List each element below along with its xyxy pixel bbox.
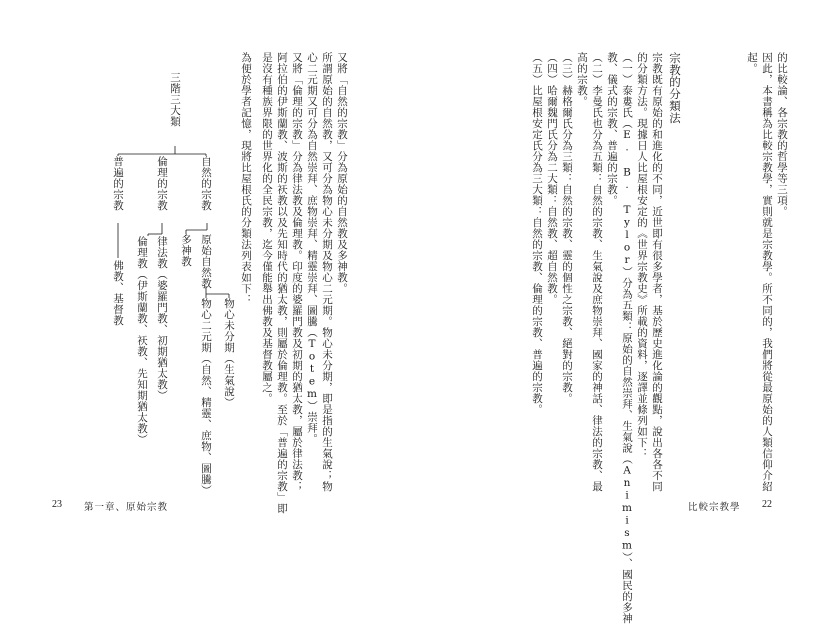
list-item: （一）泰婁氏（E. B. Tylor）分為五類：原始的自然崇拜、生氣說（Animism）、國民的多神 (621, 52, 633, 624)
paragraph-column: 的比較論、各宗教的哲學等三項。 (776, 52, 788, 217)
tree-node-natural: 自然的宗教 (200, 156, 212, 211)
page-number: 22 (762, 499, 772, 510)
right-page (420, 0, 839, 624)
list-item-continuation: 教、儀式的宗教、普遍的宗教。 (606, 52, 618, 206)
tree-node-polytheism: 多神教 (180, 234, 192, 267)
running-head: 比較宗教學 (688, 502, 741, 513)
tree-root: 三階三大類 (169, 72, 181, 127)
paragraph-column: 阿拉伯的伊斯蘭教、波斯的祆教以及先知時代的猶太教，則屬於倫理教。至於「普遍的宗教」即 (276, 52, 288, 514)
list-item: （二）李曼氏也分為五類：自然的宗教、生氣說及庶物崇拜、國家的神話、律法的宗教、最 (591, 52, 603, 492)
tree-node-primitive: 原始自然教 (200, 234, 212, 289)
paragraph-column: 心二元期又可分為自然崇拜、庶物崇拜、精靈崇拜、圖騰（Totem）崇拜。 (306, 52, 318, 445)
list-item: （四）哈爾魏門氏分為二大類：自然教、超自然教。 (546, 52, 558, 305)
tree-node-ethics-religion: 倫理教（伊斯蘭教、祆教、先知期猶太教） (136, 236, 148, 445)
paragraph-column: 宗教既有原始的和進化的不同，近世即有很多學者，基於歷史進化論的觀點，說出各各不同 (651, 52, 663, 492)
tree-node-undivided: 物心未分期（生氣說） (223, 298, 235, 408)
paragraph-column: 起。 (746, 52, 758, 74)
paragraph-column: 的分類方法。現據日人比屋根安定的《世界宗教史》所載的資料，逐譯並條列如下： (636, 52, 648, 459)
paragraph-column: 是沒有種族界限的世界化的全民宗教，迄今僅能舉出佛教及基督教屬之。 (261, 52, 273, 404)
list-item-continuation: 高的宗教。 (576, 52, 588, 107)
tree-node-buddhism-christianity: 佛教、基督教 (112, 260, 124, 326)
page-number: 23 (52, 499, 62, 510)
paragraph-column: 所謂原始的自然教，又可分為物心未分期及物心二元期。物心未分期，即是指的生氣說；物 (321, 52, 333, 492)
list-item: （五）比屋根安定氏分為三大類：自然的宗教、倫理的宗教、普遍的宗教。 (531, 52, 543, 415)
tree-node-law-religion: 律法教（婆羅門教、初期猶太教） (156, 236, 168, 401)
classification-tree (100, 58, 250, 496)
running-head: 第一章、原始宗教 (84, 502, 169, 513)
section-heading: 宗教的分類法 (668, 52, 682, 124)
paragraph-column: 又將「自然的宗教」分為原始的自然教及多神教。 (336, 52, 348, 294)
tree-node-ethical: 倫理的宗教 (156, 156, 168, 211)
paragraph-column: 因此，本書稱為比較宗教學，實則就是宗教學。所不同的，我們將從最原始的人類信仰介紹 (761, 52, 773, 492)
list-item: （三）赫格爾氏分為三類：自然的宗教、靈的個性之宗教、絕對的宗教。 (561, 52, 573, 404)
left-page (0, 0, 419, 595)
paragraph-column: 為便於學者記憶，現將比屋根氏的分類法列表如下： (240, 52, 252, 305)
tree-node-universal: 普遍的宗教 (112, 156, 124, 211)
tree-node-dualism: 物心二元期（自然、精靈、庶物、圖騰） (200, 298, 212, 496)
paragraph-column: 又將「倫理的宗教」分為律法教及倫理教。印度的婆羅門教及初期的猶太教，屬於律法教； (291, 52, 303, 492)
